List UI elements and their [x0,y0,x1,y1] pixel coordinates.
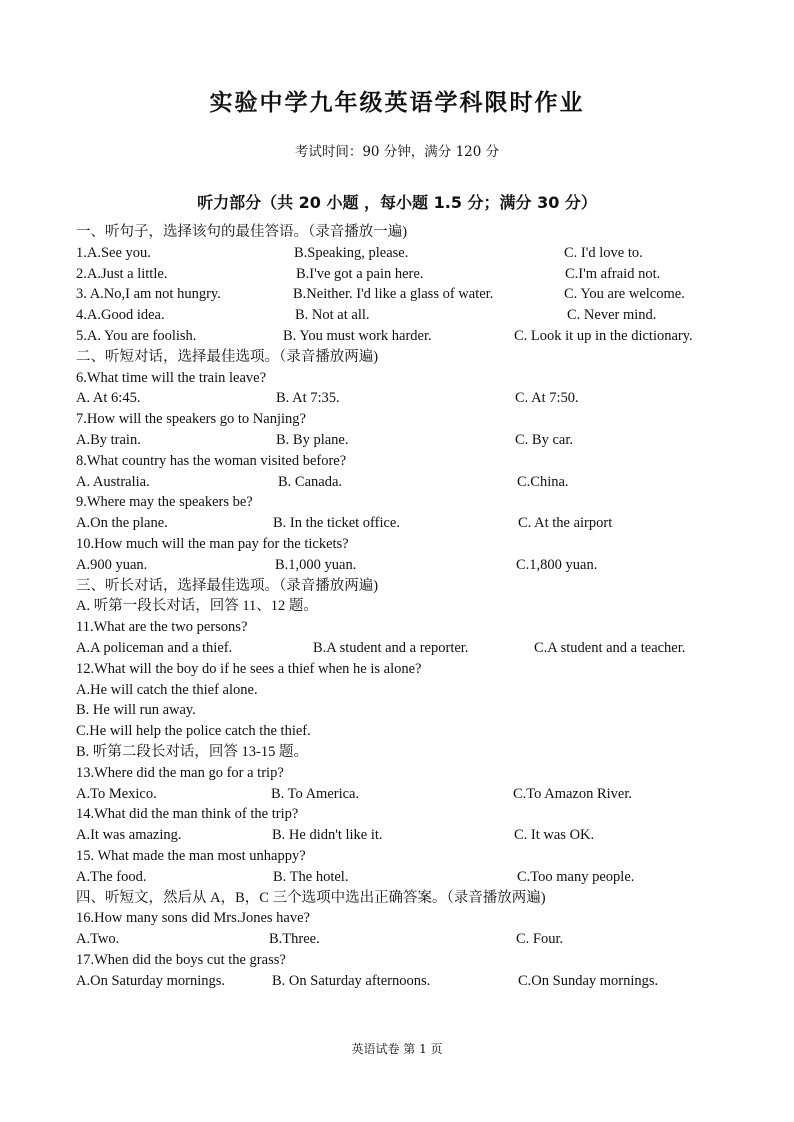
option-c: C.To Amazon River. [513,785,633,802]
question-stem: 12.What will the boy do if he sees a thief when he is alone? [76,660,422,677]
option-a: 5.A. You are foolish. [76,327,197,344]
option-a: 2.A.Just a little. [76,265,168,282]
option-c: C. Four. [516,931,564,948]
option-c: C.He will help the police catch the thief. [76,723,311,740]
page-title: 实验中学九年级英语学科限时作业 [209,89,585,116]
question-14-options [76,825,756,846]
option-a: A.By train. [76,431,141,448]
option-a: 1.A.See you. [76,244,151,261]
option-c: C. Look it up in the dictionary. [514,327,693,344]
option-b: B. In the ticket office. [273,515,400,532]
question-stem: 13.Where did the man go for a trip? [76,764,284,781]
page-footer: 英语试卷 第 1 页 [351,1042,443,1056]
option-b: B. By plane. [276,431,349,448]
option-b: B. He will run away. [76,702,196,719]
question-6-options [76,388,756,409]
option-b: B. To America. [271,785,360,802]
option-a: A.The food. [76,868,147,885]
option-b: B. You must work harder. [283,327,432,344]
section-heading: 一、听句子，选择该句的最佳答语。（录音播放一遍) [76,224,408,240]
option-a: A.A policeman and a thief. [76,639,233,656]
question-7-options [76,430,756,451]
option-c: C. By car. [515,431,573,448]
question-stem: 16.How many sons did Mrs.Jones have? [76,910,310,927]
option-c: C. Never mind. [567,307,657,324]
question-1 [76,243,756,264]
question-11-options [76,638,756,659]
option-a: A.It was amazing. [76,827,182,844]
question-stem: 17.When did the boys cut the grass? [76,951,286,968]
question-3 [76,284,756,305]
option-c: C.China. [517,473,569,490]
question-stem: 7.How will the speakers go to Nanjing? [76,411,306,428]
option-c: C. You are welcome. [564,286,685,303]
option-c: C.On Sunday mornings. [518,972,659,989]
question-8-options [76,472,756,493]
option-b: B.A student and a reporter. [313,639,469,656]
option-c: C. I'd love to. [564,244,643,261]
part-heading: 听力部分（共 20 小题 ，每小题 1.5 分；满分 30 分） [197,193,597,212]
question-stem: 8.What country has the woman visited before? [76,452,347,469]
option-c: C. At the airport [518,515,613,532]
question-17-options [76,971,756,992]
option-c: C.I'm afraid not. [565,265,661,282]
option-c: C.1,800 yuan. [516,556,598,573]
section-heading: 二、听短对话，选择最佳选项。（录音播放两遍) [76,348,379,365]
question-15-options [76,867,756,888]
section-heading: 四、听短文，然后从 A，B，C 三个选项中选出正确答案。（录音播放两遍) [76,889,546,906]
option-a: A. At 6:45. [76,390,141,407]
option-a: 3. A.No,I am not hungry. [76,286,221,303]
option-a: 4.A.Good idea. [76,307,165,324]
option-b: B.Speaking, please. [294,244,409,261]
question-16-options [76,929,756,950]
question-2 [76,264,756,285]
question-5 [76,326,756,347]
question-stem: 14.What did the man think of the trip? [76,806,299,823]
question-9-options [76,513,756,534]
option-b: B.Three. [269,931,320,948]
option-b: B. At 7:35. [276,390,340,407]
option-a: A. Australia. [76,473,150,490]
question-13-options [76,784,756,805]
subsection-heading: A. 听第一段长对话，回答 11、12 题。 [76,598,318,615]
option-c: C. It was OK. [514,827,595,844]
exam-info: 考试时间：90 分钟，满分 120 分 [294,144,500,160]
question-stem: 10.How much will the man pay for the tickets? [76,535,349,552]
option-c: C.A student and a teacher. [534,639,686,656]
question-stem: 15. What made the man most unhappy? [76,847,306,864]
question-4 [76,305,756,326]
option-b: B.Neither. I'd like a glass of water. [293,286,494,303]
option-a: A.To Mexico. [76,785,157,802]
option-b: B. Not at all. [295,307,370,324]
option-b: B. The hotel. [273,868,349,885]
subsection-heading: B. 听第二段长对话，回答 13-15 题。 [76,743,308,760]
option-a: A.On Saturday mornings. [76,972,226,989]
option-a: A.He will catch the thief alone. [76,681,258,698]
option-a: A.900 yuan. [76,556,148,573]
option-b: B.1,000 yuan. [275,556,357,573]
option-b: B. Canada. [278,473,343,490]
option-b: B. On Saturday afternoons. [272,972,431,989]
option-c: C.Too many people. [517,868,635,885]
option-a: A.On the plane. [76,515,168,532]
questions [76,222,756,991]
question-stem: 11.What are the two persons? [76,619,248,636]
question-10-options [76,555,756,576]
option-b: B. He didn't like it. [272,827,383,844]
option-b: B.I've got a pain here. [296,265,424,282]
question-stem: 6.What time will the train leave? [76,369,267,386]
question-stem: 9.Where may the speakers be? [76,494,253,511]
option-c: C. At 7:50. [515,390,579,407]
section-heading: 三、听长对话，选择最佳选项。（录音播放两遍) [76,577,379,594]
option-a: A.Two. [76,931,120,948]
